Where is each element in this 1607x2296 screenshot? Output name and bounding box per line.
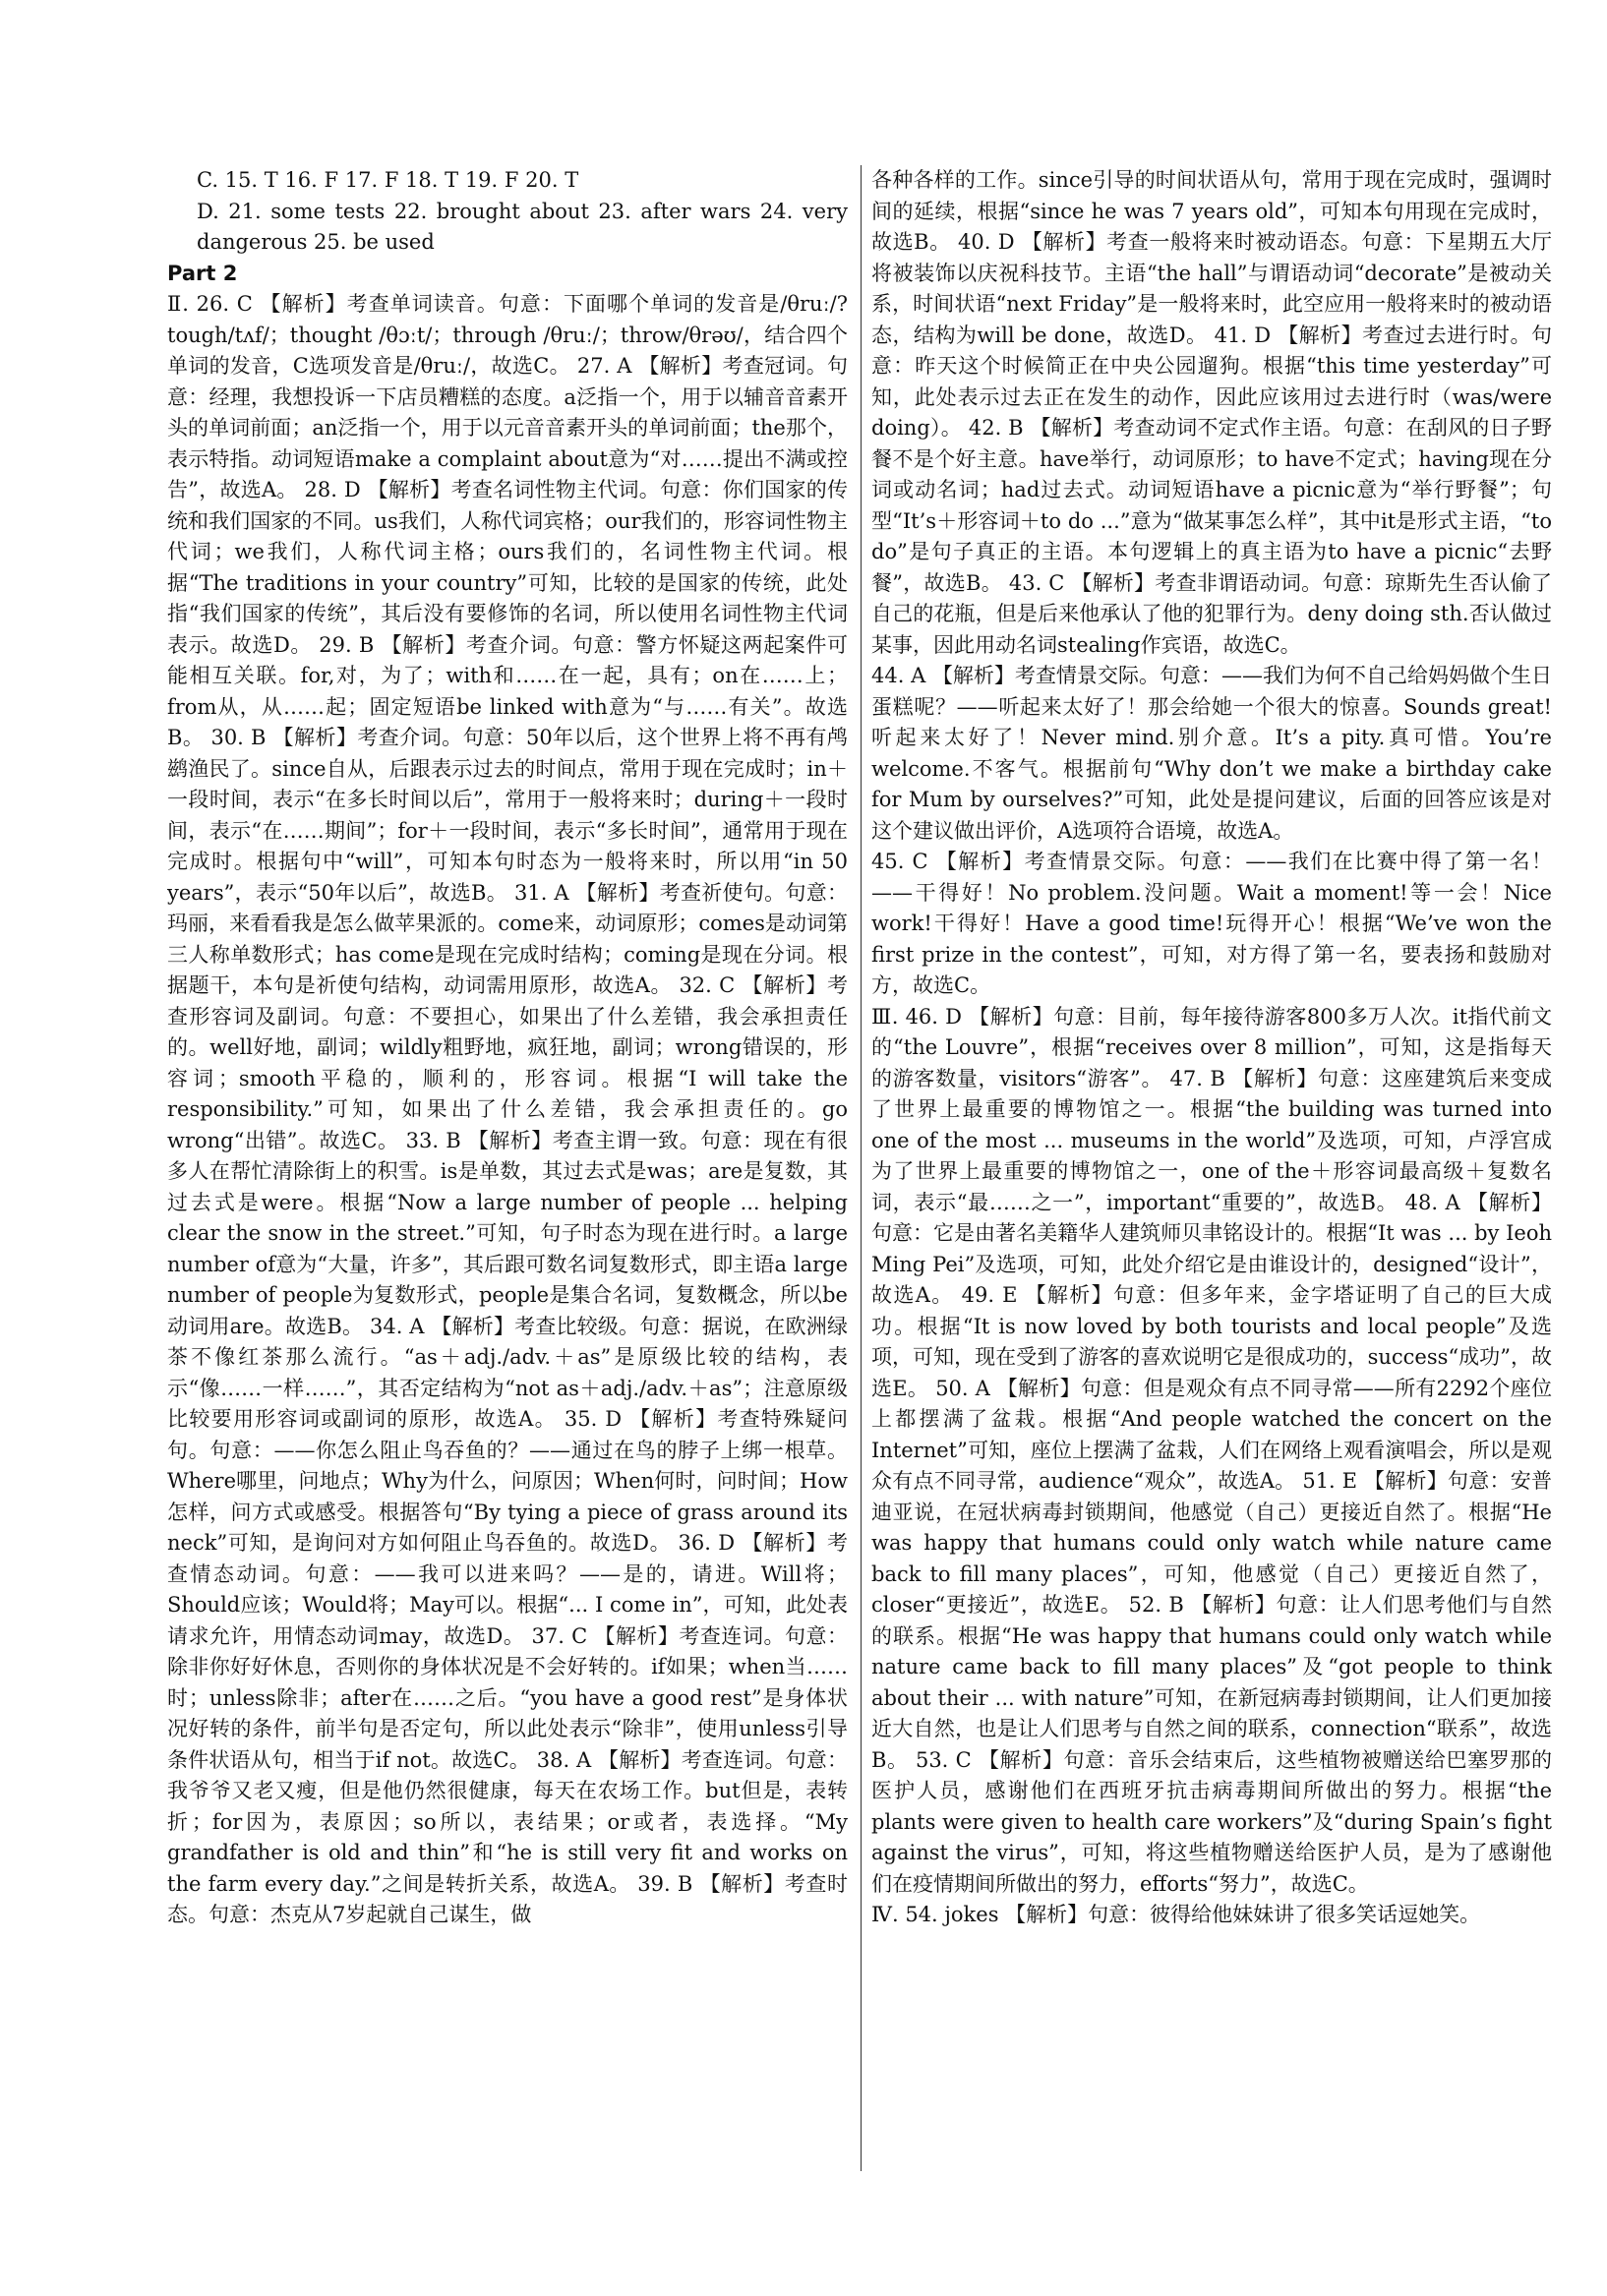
part1-answers-d: D. 21. some tests 22. brought about 23. after wars 24. very dangerous 25. be used <box>197 199 848 254</box>
answer-45-explanation: 45. C 【解析】考查情景交际。句意：——我们在比赛中得了第一名！——干得好！No problem.没问题。Wait a moment!等一会！Nice work!干得好！Have a good time!玩得开心！根据“We’ve won the first prize in the contest”，可知，对方得了第一名，要表扬和鼓励对方，故选C。 <box>871 850 1552 997</box>
left-column <box>167 165 848 2171</box>
section-4-explanations: Ⅳ. 54. jokes 【解析】句意：彼得给他妹妹讲了很多笑话逗她笑。 <box>871 1903 1481 1926</box>
right-column <box>871 165 1552 2171</box>
column-divider <box>861 165 862 2171</box>
section-3-explanations: Ⅲ. 46. D 【解析】句意：目前，每年接待游客800多万人次。it指代前文的“the Louvre”，根据“receives over 8 million”，可知，这是指每天的游客数量，visitors“游客”。 47. B 【解析】句意：这座建筑后来变成了世界上最重要的博物馆之一。根据“the building was turned into one of the most ... museums in the world”及选项，可知，卢浮宫成为了世界上最重要的博物馆之一，one of the＋形容词最高级＋复数名词，表示“最……之一”，important“重要的”，故选B。 48. A 【解析】句意：它是由著名美籍华人建筑师贝聿铭设计的。根据“It was ... by Ieoh Ming Pei”及选项，可知，此处介绍它是由谁设计的，designed“设计”，故选A。 49. E 【解析】句意：但多年来，金字塔证明了自己的巨大成功。根据“It is now loved by both tourists and local people”及选项，可知，现在受到了游客的喜欢说明它是很成功的，success“成功”，故选E。 50. A 【解析】句意：但是观众有点不同寻常——所有2292个座位上都摆满了盆栽。根据“And people watched the concert on the Internet”可知，座位上摆满了盆栽，人们在网络上观看演唱会，所以是观众有点不同寻常，audience“观众”，故选A。 51. E 【解析】句意：安普迪亚说，在冠状病毒封锁期间，他感觉（自己）更接近自然了。根据“He was happy that humans could only watch while nature came back to fill many places”，可知，他感觉（自己）更接近自然了，closer“更接近”，故选E。 52. B 【解析】句意：让人们思考他们与自然的联系。根据“He was happy that humans could only watch while nature came back to fill many places”及“got people to think about their ... with nature”可知，在新冠病毒封锁期间，让人们更加接近大自然，也是让人们思考与自然之间的联系，connection“联系”，故选B。 53. C 【解析】句意：音乐会结束后，这些植物被赠送给巴塞罗那的医护人员，感谢他们在西班牙抗击病毒期间所做出的努力。根据“the plants were given to health care workers”及“during Spain’s fight against the virus”，可知，将这些植物赠送给医护人员，是为了感谢他们在疫情期间所做出的努力，efforts“努力”，故选C。 <box>871 1004 1552 1896</box>
part1-answers-c: C. 15. T 16. F 17. F 18. T 19. F 20. T <box>197 168 579 192</box>
part2-title: Part 2 <box>167 261 238 285</box>
section-2-continued: 各种各样的工作。since引导的时间状语从句，常用于现在完成时，强调时间的延续，根据“since he was 7 years old”，可知本句用现在完成时，故选B。 40. D 【解析】考查一般将来时被动语态。句意：下星期五大厅将被装饰以庆祝科技节。主语“the hall”与谓语动词“decorate”是被动关系，时间状语“next Friday”是一般将来时，此空应用一般将来时的被动语态，结构为will be done，故选D。 41. D 【解析】考查过去进行时。句意：昨天这个时候简正在中央公园遛狗。根据“this time yesterday”可知，此处表示过去正在发生的动作，因此应该用过去进行时（was/were doing）。 42. B 【解析】考查动词不定式作主语。句意：在刮风的日子野餐不是个好主意。have举行，动词原形；to have不定式；having现在分词或动名词；had过去式。动词短语have a picnic意为“举行野餐”；句型“It’s＋形容词＋to do ...”意为“做某事怎么样”，其中it是形式主语，“to do”是句子真正的主语。本句逻辑上的真主语为to have a picnic“去野餐”，故选B。 43. C 【解析】考查非谓语动词。句意：琼斯先生否认偷了自己的花瓶，但是后来他承认了他的犯罪行为。deny doing sth.否认做过某事，因此用动名词stealing作宾语，故选C。 <box>871 168 1552 657</box>
answer-key-page <box>167 165 1564 2171</box>
section-2-explanations: Ⅱ. 26. C 【解析】考查单词读音。句意：下面哪个单词的发音是/θruː/? tough/tʌf/；thought /θɔːt/；through /θruː/；throw/θrəʊ/，结合四个单词的发音，C选项发音是/θruː/，故选C。 27. A 【解析】考查冠词。句意：经理，我想投诉一下店员糟糕的态度。a泛指一个，用于以辅音音素开头的单词前面；an泛指一个，用于以元音音素开头的单词前面；the那个，表示特指。动词短语make a complaint about意为“对……提出不满或控告”，故选A。 28. D 【解析】考查名词性物主代词。句意：你们国家的传统和我们国家的不同。us我们，人称代词宾格；our我们的，形容词性物主代词；we我们，人称代词主格；ours我们的，名词性物主代词。根据“The traditions in your country”可知，比较的是国家的传统，此处指“我们国家的传统”，其后没有要修饰的名词，所以使用名词性物主代词表示。故选D。 29. B 【解析】考查介词。句意：警方怀疑这两起案件可能相互关联。for,对，为了；with和……在一起，具有；on在……上；from从，从……起；固定短语be linked with意为“与……有关”。故选B。 30. B 【解析】考查介词。句意：50年以后，这个世界上将不再有鸬鹚渔民了。since自从，后跟表示过去的时间点，常用于现在完成时；in＋一段时间，表示“在多长时间以后”，常用于一般将来时；during＋一段时间，表示“在……期间”；for＋一段时间，表示“多长时间”，通常用于现在完成时。根据句中“will”，可知本句时态为一般将来时，所以用“in 50 years”，表示“50年以后”，故选B。 31. A 【解析】考查祈使句。句意：玛丽，来看看我是怎么做苹果派的。come来，动词原形；comes是动词第三人称单数形式；has come是现在完成时结构；coming是现在分词。根据题干，本句是祈使句结构，动词需用原形，故选A。 32. C 【解析】考查形容词及副词。句意：不要担心，如果出了什么差错，我会承担责任的。well好地，副词；wildly粗野地，疯狂地，副词；wrong错误的，形容词；smooth平稳的，顺利的，形容词。根据“I will take the responsibility.”可知，如果出了什么差错，我会承担责任的。go wrong“出错”。故选C。 33. B 【解析】考查主谓一致。句意：现在有很多人在帮忙清除街上的积雪。is是单数，其过去式是was；are是复数，其过去式是were。根据“Now a large number of people ... helping clear the snow in the street.”可知，句子时态为现在进行时。a large number of意为“大量，许多”，其后跟可数名词复数形式，即主语a large number of people为复数形式，people是集合名词，复数概念，所以be动词用are。故选B。 34. A 【解析】考查比较级。句意：据说，在欧洲绿茶不像红茶那么流行。“as＋adj./adv.＋as”是原级比较的结构，表示“像……一样……”，其否定结构为“not as＋adj./adv.＋as”；注意原级比较要用形容词或副词的原形，故选A。 35. D 【解析】考查特殊疑问句。句意：——你怎么阻止鸟吞鱼的？——通过在鸟的脖子上绑一根草。Where哪里，问地点；Why为什么，问原因；When何时，问时间；How怎样，问方式或感受。根据答句“By tying a piece of grass around its neck”可知，是询问对方如何阻止鸟吞鱼的。故选D。 36. D 【解析】考查情态动词。句意：——我可以进来吗？——是的，请进。Will将；Should应该；Would将；May可以。根据“... I come in”，可知，此处表请求允许，用情态动词may，故选D。 37. C 【解析】考查连词。句意：除非你好好休息，否则你的身体状况是不会好转的。if如果；when当……时；unless除非；after在……之后。“you have a good rest”是身体状况好转的条件，前半句是否定句，所以此处表示“除非”，使用unless引导条件状语从句，相当于if not。故选C。 38. A 【解析】考查连词。句意：我爷爷又老又瘦，但是他仍然很健康，每天在农场工作。but但是，表转折；for因为，表原因；so所以，表结果；or或者，表选择。“My grandfather is old and thin”和“he is still very fit and works on the farm every day.”之间是转折关系，故选A。 39. B 【解析】考查时态。句意：杰克从7岁起就自己谋生，做 <box>167 292 848 1926</box>
answer-44-explanation: 44. A 【解析】考查情景交际。句意：——我们为何不自己给妈妈做个生日蛋糕呢？——听起来太好了！那会给她一个很大的惊喜。Sounds great!听起来太好了！Never mind.别介意。It’s a pity.真可惜。You’re welcome.不客气。根据前句“Why don’t we make a birthday cake for Mum by ourselves?”可知，此处是提问建议，后面的回答应该是对这个建议做出评价，A选项符合语境，故选A。 <box>871 664 1552 843</box>
